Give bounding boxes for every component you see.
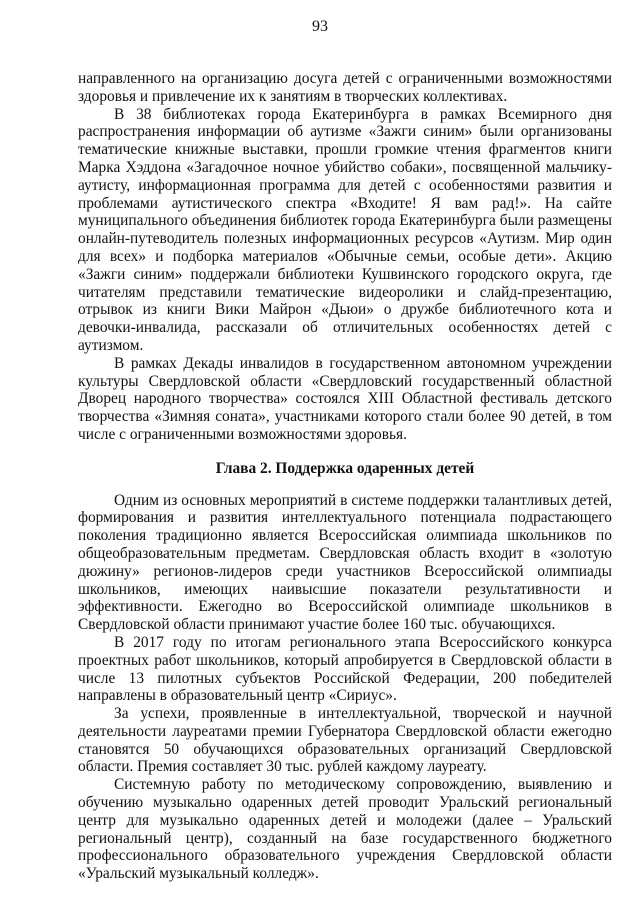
chapter-heading: Глава 2. Поддержка одаренных детей bbox=[215, 459, 475, 477]
page-body bbox=[78, 70, 612, 883]
paragraph-governor-prize: За успехи, проявленные в интеллектуальной, творческой и научной деятельности лауреатами премии Губернатора Свердловской области ежегодно становятся 50 обучающихся образовательных организаций Свердловской области. Премия составляет 30 тыс. рублей каждому лауреату. bbox=[78, 705, 612, 776]
paragraph-continuation: направленного на организацию досуга детей с ограниченными возможностями здоровья и привлечение их к занятиям в творческих коллективах. bbox=[78, 70, 612, 105]
paragraph-autism-day: В 38 библиотеках города Екатеринбурга в рамках Всемирного дня распространения информации об аутизме «Зажги синим» были организованы тематические книжные выставки, прошли громкие чтения фрагментов книги Марка Хэддона «Загадочное ночное убийство собаки», посвященной мальчику-аутисту, информационная программа для детей с особенностями развития и проблемами аутистического спектра «Входите! Я вам рад!». На сайте муниципального объединения библиотек города Екатеринбурга были размещены онлайн-путеводитель полезных информационных ресурсов «Аутизм. Мир один для всех» и подборка материалов «Обычные семьи, особые дети». Акцию «Зажги синим» поддержали библиотеки Кушвинского городского округа, где читателям представили тематические видеоролики и слайд-презентацию, отрывок из книги Вики Майрон «Дьюи» о дружбе библиотечного кота и девочки-инвалида, рассказали об отличительных особенностях детей с аутизмом. bbox=[78, 105, 612, 354]
paragraph-disability-decade: В рамках Декады инвалидов в государственном автономном учреждении культуры Свердловской области «Свердловский государственный областной Дворец народного творчества» состоялся XIII Областной фестиваль детского творчества «Зимняя соната», участниками которого стали более 90 детей, в том числе с ограниченными возможностями здоровья. bbox=[78, 354, 612, 443]
paragraph-olympiad: Одним из основных мероприятий в системе поддержки талантливых детей, формирования и развития интеллектуального потенциала подрастающего поколения традиционно является Всероссийская олимпиада школьников по общеобразовательным предметам. Свердловская область входит в «золотую дюжину» регионов-лидеров среди участников Всероссийской олимпиады школьников, имеющих наивысшие показатели результативности и эффективности. Ежегодно во Всероссийской олимпиаде школьников в Свердловской области принимают участие более 160 тыс. обучающихся. bbox=[78, 491, 612, 634]
paragraph-music-center: Системную работу по методическому сопровождению, выявлению и обучению музыкально одаренных детей проводит Уральский региональный центр для музыкально одаренных детей и молодежи (далее – Уральский региональный центр), созданный на базе государственного бюджетного профессионального образовательного учреждения Свердловской области «Уральский музыкальный колледж». bbox=[78, 776, 612, 883]
page-number: 93 bbox=[312, 18, 328, 35]
paragraph-projects-contest: В 2017 году по итогам регионального этапа Всероссийского конкурса проектных работ школьников, который апробируется в Свердловской области в числе 13 пилотных субъектов Российской Федерации, 200 победителей направлены в образовательный центр «Сириус». bbox=[78, 633, 612, 705]
